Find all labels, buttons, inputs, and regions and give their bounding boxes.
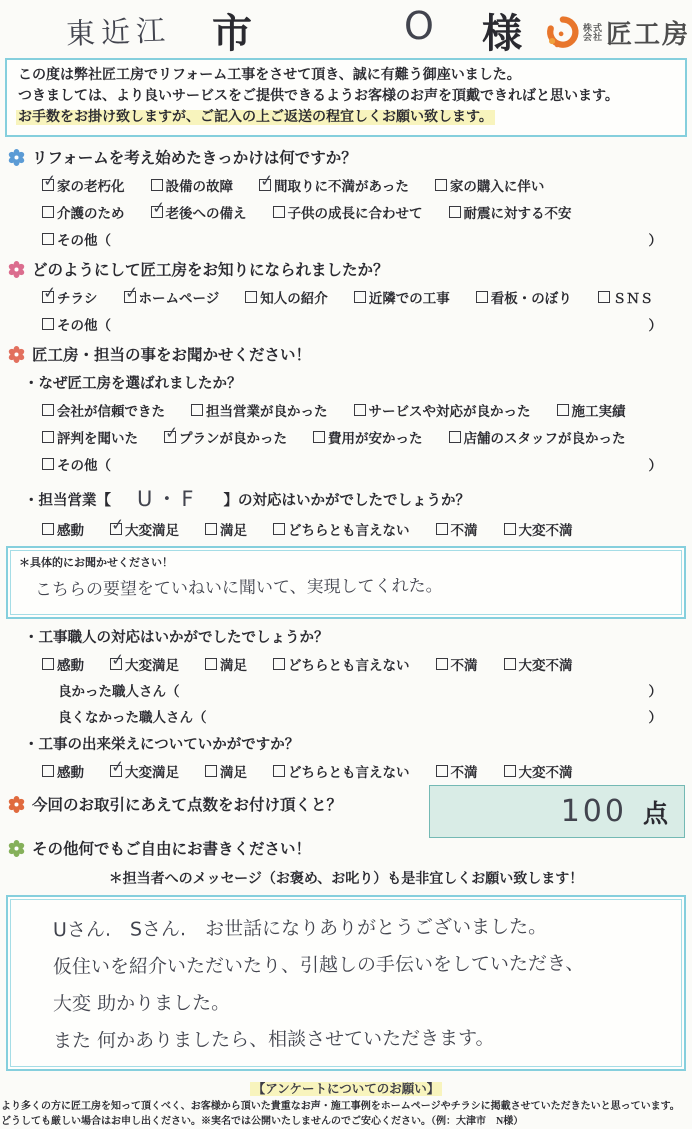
checkbox-unchecked[interactable] (504, 658, 516, 670)
checkbox-label: その他（ (57, 318, 111, 333)
checkbox-unchecked[interactable] (598, 291, 610, 303)
header (0, 0, 692, 58)
checkbox-option[interactable] (598, 287, 654, 307)
logo-prefix-line1: 株式 (582, 22, 603, 33)
checkbox-option[interactable] (205, 654, 247, 674)
checkbox-unchecked[interactable] (436, 765, 448, 777)
sales-satisfaction-row (0, 514, 692, 539)
checkbox-label: 感動 (57, 765, 84, 780)
checkbox-option[interactable] (151, 175, 234, 195)
text-line-content: つきましては、より良いサービスをご提供できるようお客様のお声を頂戴できればと思います。 (18, 89, 619, 104)
text-line (16, 65, 676, 86)
checkbox-label: 子供の成長に合わせて (287, 206, 423, 221)
checkbox-label: 介護のため (57, 206, 125, 221)
checkbox-unchecked[interactable] (436, 658, 448, 670)
workmanship-satisfaction-row (0, 756, 692, 781)
question-company-staff-title (0, 343, 692, 365)
checkbox-checked[interactable] (42, 282, 58, 303)
checkbox-option[interactable] (42, 282, 98, 307)
checkbox-unchecked[interactable] (42, 318, 54, 330)
check-mark: ✓ (42, 170, 58, 191)
footer-notice-title-text: 【アンケートについてのお願い】 (250, 1082, 443, 1096)
text-line (1, 1099, 691, 1114)
checkbox-checked[interactable] (150, 197, 166, 218)
check-mark: ✓ (259, 170, 275, 191)
checkbox-option[interactable] (273, 519, 410, 539)
checkbox-option[interactable] (273, 761, 410, 781)
checkbox-checked[interactable] (110, 514, 126, 535)
close-paren: ） (648, 684, 662, 699)
checkbox-option[interactable] (504, 761, 573, 781)
question-title-text: 匠工房・担当の事をお聞かせください！ (32, 347, 312, 364)
q3-why-row1 (0, 400, 692, 420)
city-suffix-label: 市 (212, 11, 252, 56)
comment-box-label: ＊具体的にお聞かせください！ (19, 557, 173, 569)
checkbox-unchecked[interactable] (205, 658, 217, 670)
sales-rep-initials-handwritten: U・F (137, 487, 198, 511)
checkbox-option[interactable] (436, 761, 478, 781)
checkbox-label: プランが良かった (179, 431, 287, 446)
check-mark: ✓ (42, 282, 58, 303)
checkbox-label: その他（ (57, 458, 111, 473)
close-paren: ） (648, 710, 662, 725)
subquestion-why-chose: ・なぜ匠工房を選ばれましたか？ (24, 376, 242, 392)
flower-icon (8, 796, 25, 813)
text-line-content: お手数をお掛け致しますが、ご記入の上ご返送の程宜しくお願い致します。 (18, 110, 493, 125)
checkbox-option[interactable] (259, 170, 409, 195)
checkbox-label: 看板・のぼり (490, 291, 572, 306)
checkbox-unchecked[interactable] (435, 179, 447, 191)
checkbox-option[interactable] (110, 649, 179, 674)
good-craftsman-line[interactable] (0, 680, 692, 700)
text-line (53, 982, 673, 1023)
checkbox-option[interactable] (164, 422, 287, 447)
checkbox-label: 不満 (450, 765, 478, 780)
checkbox-option[interactable] (504, 519, 573, 539)
checkbox-label: 評判を聞いた (57, 431, 138, 446)
checkbox-unchecked[interactable] (42, 233, 54, 245)
checkbox-option[interactable] (205, 761, 247, 781)
flower-icon (8, 346, 25, 363)
checkbox-option[interactable] (42, 654, 84, 674)
checkbox-label: 満足 (220, 523, 247, 538)
sales-rep-label-pre: ・担当営業【 (24, 493, 111, 509)
honorific-label: 様 (482, 11, 522, 56)
checkbox-unchecked[interactable] (42, 765, 54, 777)
checkbox-label: ホームページ (138, 291, 220, 306)
checkbox-label: 満足 (220, 658, 247, 673)
check-mark: ✓ (123, 282, 139, 303)
question-free-comment-title (0, 837, 692, 859)
checkbox-option[interactable] (354, 287, 450, 307)
close-paren: ） (648, 318, 662, 333)
good-craftsman-label: 良かった職人さん（ (58, 684, 180, 699)
checkbox-label: 家の老朽化 (57, 179, 125, 194)
checkbox-label: 家の購入に伴い (449, 179, 545, 194)
checkbox-label: 感動 (57, 658, 84, 673)
checkbox-option[interactable] (436, 519, 478, 539)
sales-rep-label-post: 】の対応はいかがでしたでしょうか？ (223, 493, 470, 509)
text-line (1, 1114, 691, 1129)
checkbox-unchecked[interactable] (42, 658, 54, 670)
checkbox-label: 店舗のスタッフが良かった (463, 431, 626, 446)
checkbox-option[interactable] (123, 282, 220, 307)
flower-icon (8, 261, 25, 278)
q1-options-row1 (0, 170, 692, 195)
check-mark: ✓ (110, 514, 126, 535)
checkbox-label: 満足 (220, 765, 247, 780)
q2-options-row1 (0, 282, 692, 307)
checkbox-option[interactable] (557, 400, 626, 420)
checkbox-option[interactable] (42, 761, 84, 781)
q2-other-row (0, 314, 692, 334)
score-unit-label: 点 (642, 800, 668, 828)
score-section (0, 793, 692, 829)
checkbox-unchecked[interactable] (151, 179, 163, 191)
text-line (53, 908, 673, 949)
subquestion-sales-rep (0, 482, 692, 512)
checkbox-label: 不満 (450, 523, 478, 538)
checkbox-label: 耐震に対する不安 (463, 206, 572, 221)
text-line (16, 107, 676, 128)
checkbox-label: チラシ (57, 291, 98, 306)
checkbox-unchecked[interactable] (313, 431, 325, 443)
q3-why-other-row (0, 454, 692, 474)
checkbox-label: 大変不満 (518, 658, 573, 673)
text-line-content: Uさん. Sさん. お世話になりありがとうございました。 (52, 915, 548, 942)
q3-why-row2 (0, 422, 692, 447)
checkbox-label: 設備の故障 (165, 179, 233, 194)
checkbox-unchecked[interactable] (42, 458, 54, 470)
checkbox-checked[interactable] (42, 170, 58, 191)
checkbox-option[interactable] (42, 427, 138, 447)
checkbox-label: 施工実績 (571, 404, 626, 419)
checkbox-unchecked[interactable] (354, 404, 366, 416)
check-mark: ✓ (110, 649, 126, 670)
question-title-text: その他何でもご自由にお書きください！ (32, 841, 312, 858)
flower-icon (8, 149, 25, 166)
checkbox-unchecked[interactable] (273, 658, 285, 670)
logo-prefix-line2: 会社 (582, 31, 603, 42)
checkbox-label: その他（ (57, 233, 111, 248)
text-line-content: また 何かありましたら、相談させていただきます。 (52, 1027, 495, 1053)
checkbox-option[interactable] (436, 654, 478, 674)
checkbox-label: 会社が信頼できた (57, 404, 165, 419)
bad-craftsman-line[interactable] (0, 706, 692, 726)
checkbox-unchecked[interactable] (42, 431, 54, 443)
checkbox-unchecked[interactable] (273, 206, 285, 218)
score-box[interactable] (429, 785, 685, 838)
sales-comment-box[interactable] (6, 546, 686, 619)
subquestion-workmanship: ・工事の出来栄えについていかがですか？ (24, 737, 300, 753)
text-line (53, 945, 673, 986)
checkbox-checked[interactable] (259, 170, 275, 191)
score-value-handwritten: 100 (560, 794, 627, 829)
checkbox-checked[interactable] (123, 282, 139, 303)
checkbox-option[interactable] (42, 400, 165, 420)
logo-company-name: 匠工房 (605, 19, 690, 49)
checkbox-option[interactable] (110, 514, 179, 539)
company-logo (544, 14, 690, 51)
check-mark: ✓ (110, 756, 126, 777)
q1-other-row (0, 229, 692, 249)
checkbox-label: ＳＮＳ (612, 291, 654, 306)
text-line (16, 86, 676, 107)
subquestion-craftsman: ・工事職人の対応はいかがでしたでしょうか？ (24, 630, 329, 646)
sales-comment-inner (10, 550, 682, 615)
close-paren: ） (648, 458, 662, 473)
free-message-inner (10, 899, 682, 1067)
checkbox-option[interactable] (110, 756, 179, 781)
checkbox-unchecked[interactable] (449, 431, 461, 443)
q1-options-row2 (0, 197, 692, 222)
craftsman-satisfaction-row (0, 649, 692, 674)
checkbox-label: サービスや対応が良かった (368, 404, 531, 419)
check-mark: ✓ (150, 197, 166, 218)
checkbox-checked[interactable] (110, 649, 126, 670)
checkbox-label: 大変満足 (125, 765, 179, 780)
checkbox-unchecked[interactable] (42, 206, 54, 218)
free-message-box[interactable] (6, 895, 686, 1071)
checkbox-option[interactable] (205, 519, 247, 539)
checkbox-unchecked[interactable] (354, 291, 366, 303)
checkbox-option[interactable] (42, 202, 125, 222)
question-title-text: リフォームを考え始めたきっかけは何ですか？ (32, 150, 357, 167)
checkbox-option[interactable] (273, 654, 410, 674)
footer-notice-title (0, 1079, 692, 1097)
checkbox-option[interactable] (313, 427, 423, 447)
checkbox-option[interactable] (476, 287, 572, 307)
checkbox-unchecked[interactable] (436, 523, 448, 535)
checkbox-label: 間取りに不満があった (274, 179, 409, 194)
text-line-content: 大変 助かりました。 (52, 991, 231, 1016)
logo-company-prefix (583, 24, 603, 42)
checkbox-unchecked[interactable] (42, 404, 54, 416)
checkbox-option[interactable] (42, 314, 111, 334)
checkbox-option[interactable] (150, 197, 247, 222)
checkbox-option[interactable] (354, 400, 531, 420)
checkbox-unchecked[interactable] (205, 765, 217, 777)
text-line-content: 仮住いを紹介いただいたり、引越しの手伝いをしていただき、 (52, 952, 585, 979)
checkbox-unchecked[interactable] (504, 523, 516, 535)
checkbox-label: 不満 (450, 658, 478, 673)
city-handwritten: 東近江 (65, 13, 172, 51)
checkbox-unchecked[interactable] (476, 291, 488, 303)
checkbox-option[interactable] (191, 400, 328, 420)
checkbox-label: 大変不満 (518, 765, 573, 780)
checkbox-unchecked[interactable] (42, 523, 54, 535)
checkbox-label: 近隣での工事 (368, 291, 450, 306)
question-how-found-title (0, 258, 692, 280)
checkbox-option[interactable] (504, 654, 573, 674)
text-line (53, 1019, 673, 1060)
checkbox-option[interactable] (449, 202, 572, 222)
checkbox-label: どちらとも言えない (288, 765, 410, 780)
checkbox-label: 知人の紹介 (260, 291, 328, 306)
checkbox-label: 感動 (57, 523, 84, 538)
checkbox-label: 大変満足 (125, 523, 179, 538)
logo-swirl-icon (544, 15, 580, 51)
checkbox-option[interactable] (273, 202, 423, 222)
checkbox-checked[interactable] (110, 756, 126, 777)
close-paren: ） (648, 233, 662, 248)
checkbox-option[interactable] (435, 175, 545, 195)
checkbox-option[interactable] (42, 229, 111, 249)
checkbox-option[interactable] (449, 427, 626, 447)
bad-craftsman-label: 良くなかった職人さん（ (58, 710, 207, 725)
checkbox-unchecked[interactable] (449, 206, 461, 218)
checkbox-option[interactable] (42, 454, 111, 474)
checkbox-unchecked[interactable] (273, 523, 285, 535)
text-line-content: この度は弊社匠工房でリフォーム工事をさせて頂き、誠に有難う御座いました。 (18, 68, 521, 83)
checkbox-label: 費用が安かった (328, 431, 423, 446)
checkbox-option[interactable] (42, 519, 84, 539)
checkbox-unchecked[interactable] (245, 291, 257, 303)
checkbox-label: どちらとも言えない (288, 658, 410, 673)
checkbox-option[interactable] (42, 170, 125, 195)
checkbox-label: 老後への備え (165, 206, 247, 221)
checkbox-checked[interactable] (164, 422, 180, 443)
customer-initial-handwritten: O (404, 4, 434, 48)
question-reform-trigger-title (0, 146, 692, 168)
footer-notice-body (0, 1097, 692, 1129)
checkbox-unchecked[interactable] (504, 765, 516, 777)
text-line-content: どうしても厳しい場合はお申し出ください。※実名では公開いたしませんのでご安心ください。（例：大津市 N様） (1, 1116, 524, 1127)
check-mark: ✓ (164, 422, 180, 443)
checkbox-unchecked[interactable] (557, 404, 569, 416)
checkbox-unchecked[interactable] (191, 404, 203, 416)
checkbox-label: 大変不満 (518, 523, 573, 538)
flower-icon (8, 840, 25, 857)
message-request-note: ＊担当者へのメッセージ（お褒め、お叱り）も是非宜しくお願い致します！ (108, 872, 584, 887)
checkbox-label: 大変満足 (125, 658, 179, 673)
checkbox-unchecked[interactable] (205, 523, 217, 535)
greeting-box (5, 58, 687, 137)
checkbox-option[interactable] (245, 287, 328, 307)
question-title-text: 今回のお取引にあえて点数をお付け頂くと？ (32, 797, 343, 814)
checkbox-label: どちらとも言えない (288, 523, 410, 538)
checkbox-unchecked[interactable] (273, 765, 285, 777)
text-line-content: より多くの方に匠工房を知って頂くべく、お客様から頂いた貴重なお声・施工事例をホームページやチラシに掲載させていただきたいと思っています。 (1, 1101, 680, 1112)
checkbox-label: 担当営業が良かった (206, 404, 328, 419)
question-title-text: どのようにして匠工房をお知りになられましたか？ (32, 262, 389, 279)
sales-comment-handwritten: こちらの要望をていねいに聞いて、実現してくれた。 (34, 575, 443, 601)
